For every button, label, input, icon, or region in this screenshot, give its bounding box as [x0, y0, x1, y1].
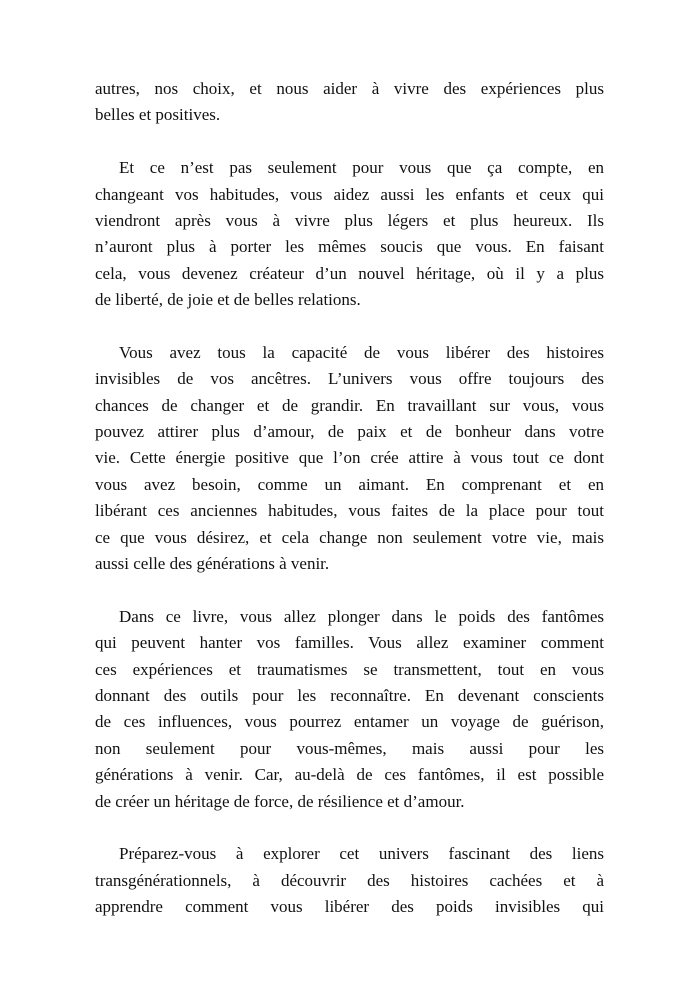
paragraph [95, 155, 604, 313]
document-page [95, 76, 604, 947]
text-line: pouvez attirer plus d’amour, de paix et de bonheur dans votre [95, 422, 604, 442]
text-line: changeant vos habitudes, vous aidez aussi les enfants et ceux qui [95, 184, 604, 204]
text-line: Préparez-vous à explorer cet univers fascinant des liens [119, 844, 604, 864]
text-line: chances de changer et de grandir. En travaillant sur vous, vous [95, 395, 604, 415]
text-line: cela, vous devenez créateur d’un nouvel héritage, où il y a plus [95, 263, 604, 283]
paragraph [95, 76, 604, 129]
text-line: libérant ces anciennes habitudes, vous faites de la place pour tout [95, 501, 604, 521]
text-line: non seulement pour vous-mêmes, mais aussi pour les [95, 738, 604, 758]
paragraph [95, 841, 604, 920]
text-line: de ces influences, vous pourrez entamer un voyage de guérison, [95, 712, 604, 732]
text-line: transgénérationnels, à découvrir des histoires cachées et à [95, 870, 604, 890]
text-line: ces expériences et traumatismes se transmettent, tout en vous [95, 659, 604, 679]
text-line: aussi celle des générations à venir. [95, 554, 330, 573]
text-line: qui peuvent hanter vos familles. Vous allez examiner comment [95, 633, 604, 653]
text-line: invisibles de vos ancêtres. L’univers vous offre toujours des [95, 369, 604, 389]
text-line: belles et positives. [95, 105, 221, 125]
paragraph [95, 604, 604, 815]
text-line: ce que vous désirez, et cela change non seulement votre vie, mais [95, 527, 604, 547]
text-line: viendront après vous à vivre plus légers et plus heureux. Ils [95, 210, 604, 230]
text-line: apprendre comment vous libérer des poids invisibles qui [95, 897, 604, 917]
text-line: Vous avez tous la capacité de vous libérer des histoires [119, 342, 604, 362]
text-line: donnant des outils pour les reconnaître. En devenant conscients [95, 685, 604, 705]
text-line: n’auront plus à porter les mêmes soucis que vous. En faisant [95, 237, 604, 257]
text-line: Et ce n’est pas seulement pour vous que ça compte, en [119, 158, 604, 178]
text-line: autres, nos choix, et nous aider à vivre des expériences plus [95, 79, 604, 98]
text-line: vie. Cette énergie positive que l’on crée attire à vous tout ce dont [95, 448, 604, 468]
text-line: de créer un héritage de force, de résilience et d’amour. [95, 791, 465, 811]
paragraph [95, 340, 604, 578]
text-line: vous avez besoin, comme un aimant. En comprenant et en [95, 474, 604, 494]
text-line: générations à venir. Car, au-delà de ces fantômes, il est possible [95, 765, 604, 785]
text-line: Dans ce livre, vous allez plonger dans le poids des fantômes [119, 606, 604, 626]
text-line: de liberté, de joie et de belles relations. [95, 290, 361, 310]
